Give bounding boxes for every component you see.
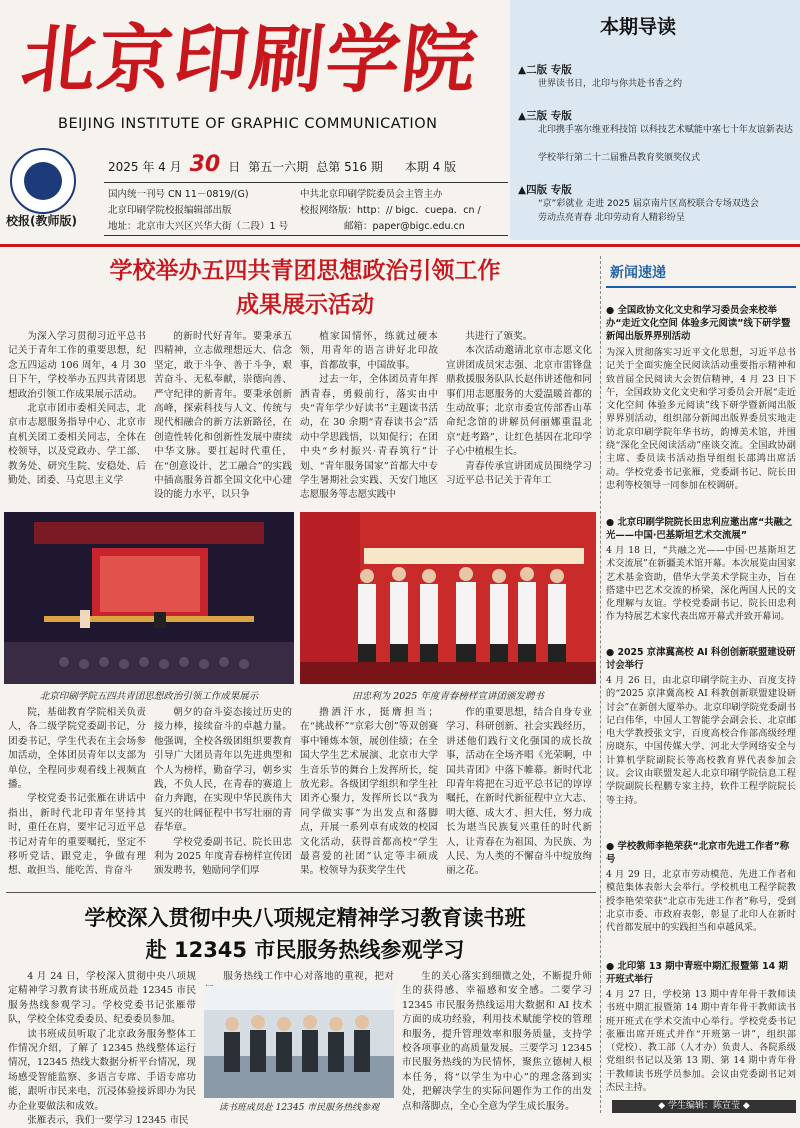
news-item-headline: ● 全国政协文化文史和学习委员会来校举办“走近文化空间 体验多元阅读”线下研学暨新闻出版界界别活动: [606, 305, 791, 342]
news-item-body: 为深入贯彻落实习近平文化思想，习近平总书记关于全面实施全民阅读活动重要指示精神和致首届全民阅读大会贺信精神，4 月 23 日下午，全国政协文化文史和学习委员会开展“走近文化空间 体验多元阅读”线下研学暨新闻出版界界别活动，组织部分新闻出版界委员实地走访北京印刷学院年华书坊，韵博美术馆，并围绕“深化全民阅读活动”座谈交流。全国政协副主席、委员读书活动指导组组长邵鸿出席活动。学校党委书记张雁，党委副书记、院长田忠利等校领导一同参加在校调研。: [606, 347, 796, 491]
paragraph: 过去一年，全体团员青年挥洒青春，勇毅前行，落实由中央“青年学少好读书”主题读书活动，在 30 余期“青春读书会”活动中学思践悟，以知促行；在团中央“乡村振兴·青春筑行”计划、“青年服务国家”首都大中专学生暑期社会实践、天安门地区志愿服务等志愿实践中: [300, 374, 438, 501]
news-item-headline: ● 北印第 13 期中青班中期汇报暨第 14 期开班式举行: [606, 961, 788, 985]
sponsor: 中共北京印刷学院委员会主管主办: [300, 189, 443, 200]
newspaper-logo: 北京印刷学院: [17, 17, 483, 103]
paragraph: 植家国情怀，练就过硬本领，用青年的语言讲好北印故事，首都故事，中国故事。: [300, 331, 438, 371]
photo1-caption: 北京印刷学院五四共青团思想政治引领工作成果展示: [39, 691, 259, 702]
article1-title-line2: 成果展示活动: [236, 292, 374, 318]
news-item-body: 4 月 29 日，北京市劳动模范、先进工作者和模范集体表彰大会举行。学校机电工程学院教授李艳荣荣获“北京市先进工作者”称号，受到北京市委、市政府表彰，彰显了北印人在新时代首都发展中的实践担当和卓越风采。: [606, 869, 796, 934]
article1-column-3: [300, 330, 438, 530]
address: 地址：北京市大兴区兴华大街（二段）1 号: [108, 221, 289, 232]
guide-section-3: ▲三版 专版: [518, 110, 572, 122]
student-editor: ◆ 学生编辑：陈宣莹 ◆: [612, 1100, 796, 1113]
article-divider: [6, 892, 596, 893]
news-item-body: 4 月 26 日，由北京印刷学院主办、百度支持的“2025 京津冀高校 AI 科教创新联盟建设研讨会”在新创大厦举办。北京印刷学院党委副书记白伟华，中国人工智能学会副会长、北京邮电大学教授张文宇，百度高校合作部高级经理房晓东，中国传媒大学、河北大学网络安全与计算机学院副院长等高校教育界代表参加会议。会议由联盟发起人北京印刷学院信息工程学院副院长程鹏专家主持，软件工程学院院长等主持。: [606, 675, 796, 806]
date-day: 30: [189, 152, 221, 177]
article2-headline: [10, 902, 600, 966]
photo-stage-event: [4, 512, 294, 684]
guide-item[interactable]: 北印携手塞尔维亚科技馆 以科技艺术赋能中塞七十年友谊新表达: [538, 125, 793, 135]
article2-column-1: [8, 970, 196, 1127]
paragraph: 朝夕的奋斗姿态接过历史的接力棒，接续奋斗的卓越力量。他强调，全校各级团组织要教育引导广大团员青年以先进典型和个人为榜样，勤奋学习，朝乡实践，不负人民，在青春的赛道上奋力奔跑，在实现中华民族伟大复兴的壮阔征程中书写壮丽的青春华章。: [154, 707, 292, 834]
website: 校报网络版：http：// bigc．cuepa．cn /: [300, 205, 481, 216]
article1-title-line1: 学校举办五四共青团思想政治引领工作: [109, 258, 501, 284]
article2-title-line1: 学校深入贯彻中央八项规定精神学习教育读书班: [84, 906, 526, 930]
photo3-caption: 读书班成员赴 12345 市民服务热线参观: [218, 1103, 380, 1113]
article1-column-2b: [154, 706, 292, 888]
paragraph: 撸洒汗水，挺膺担当；在“挑战杯”“京彩大创”等双创赛事中锤炼本领，展创佳绩；在全国大学生艺术展演、北京市大学生音乐节的舞台上发挥所长，绽放光彩。各级团学组织和学生社团齐心聚力，发挥所长以“我为同学做实事”为出发点和落脚点，开展一系列卓有成效的校园文化活动，获得首都高校“学生最喜爱的社团”认定等丰硕成果。校领导为获奖学生代: [300, 707, 438, 877]
page-count: 本期 4 版: [404, 160, 457, 174]
news-item-headline: ● 学校教师李艳荣获“北京市先进工作者”称号: [606, 841, 790, 865]
article1-column-3b: [300, 706, 438, 888]
guide-section-2: ▲二版 专版: [518, 64, 572, 76]
photo-award-ceremony: [300, 512, 596, 684]
paragraph: 的新时代好青年。要秉承五四精神，立志做理想远大、信念坚定，敢于斗争、善于斗争，艰苦奋斗、无私奉献，崇德向善、严守纪律的新青年。要秉承创新高峰，探索科技与人文、传统与现代相融合的新方法新路径，在创造性转化和创新性发展中赓续中华文脉。要扛起时代重任，在“创意设计、艺工融合”的实践中插高服务首都全国文化中心建设的能力水平，以只争: [154, 331, 292, 501]
editor-dept: 北京印刷学院校报编辑部出版: [108, 205, 232, 216]
paragraph: 青春传承宣讲团成员围绕学习习近平总书记关于青年工: [446, 460, 592, 487]
photo2-caption: 田忠利为 2025 年度青春榜样宣讲团颁发聘书: [352, 691, 544, 702]
article1-column-1b: [8, 706, 146, 888]
date-suffix: 日: [228, 160, 241, 174]
publication-info: [104, 182, 508, 236]
guide-title: 本期导读: [600, 16, 677, 38]
paragraph: 张雁表示，我们一要学习 12345 市民: [27, 1115, 189, 1127]
news-item-headline: ● 2025 京津冀高校 AI 科创创新联盟建设研讨会举行: [606, 647, 796, 671]
guide-item[interactable]: “京”彩就业 走进 2025 届京南片区高校联合专场双选会: [538, 199, 759, 209]
masthead-divider: [0, 244, 800, 247]
masthead: [0, 0, 508, 240]
issue-total: 总第 516 期: [316, 160, 383, 174]
paragraph: 服务热线工作中心对落地的重视，把对: [223, 971, 394, 982]
news-item-body: 4 月 27 日，学校第 13 期中青年骨干教师读书班中期汇报暨第 14 期中青年骨干教师读书班开班式在学术交流中心举行。学校党委书记张雁出席开班式并作“开班第一讲”，组织部（党校）、教工部（人才办）负责人、各院系级党组织书记以及第 13 期、第 14 期中青年骨干教师读书班学员参加。会议由党委副书记刘杰民主持。: [606, 989, 796, 1094]
paragraph: 作的重要思想，结合自身专业学习、科研创新、社会实践经历，讲述他们践行文化强国的成长故事，活动在全场齐唱《光荣啊，中国共青团》中落下帷幕。新时代北印青年将把在习近平总书记的谆谆嘱托，在新时代新征程中立大志、明大德、成大才、担大任，努力成长为堪当民族复兴重任的时代新人，让青春在为祖国、为民族、为人民、为人类的不懈奋斗中绽放绚丽之花。: [446, 707, 592, 877]
paragraph: 学校党委副书记、院长田忠利为 2025 年度青春榜样宣传团颁发聘书，勉励同学们厚: [154, 836, 292, 877]
guide-section-4: ▲四版 专版: [518, 184, 572, 196]
article1-column-2: [154, 330, 292, 530]
issue-number: 第五一六期: [248, 160, 309, 174]
paragraph: 为深入学习贯彻习近平总书记关于青年工作的重要思想，纪念五四运动 106 周年，4 月 30 日下午，学校举办五四共青团思想政治引领工作成果展示活动。: [8, 331, 146, 400]
cn-code: 国内统一刊号 CN 11－0819/(G): [108, 189, 249, 200]
email: 邮箱：paper@bigc.edu.cn: [344, 221, 465, 232]
paragraph: 4 月 24 日，学校深入贯彻中央八项规定精神学习教育读书班成员赴 12345 市民服务热线参观学习。学校党委书记张雁带队，学校全体党委委员、纪委委员参加。: [8, 971, 196, 1026]
article1-column-1: [8, 330, 146, 530]
article2-column-2: [204, 970, 394, 985]
edition-label: 校报(教师版): [6, 214, 77, 228]
paragraph: 院，基础教育学院相关负责人，各二级学院党委副书记，分团委书记，学生代表在主会场参加活动，全体团员青年以支部为单位，全程同步观看线上视频直播。: [8, 707, 146, 791]
paragraph: 学校党委书记张雁在讲话中指出，新时代北印青年坚持其时，重任在肩，要牢记习近平总书记对青年的重要嘱托，坚定不移听党话、跟党走，争做有理想、敢担当、能吃苦、肯奋斗: [8, 793, 146, 877]
article2-column-3: [402, 970, 592, 1113]
article1-headline: [20, 254, 590, 322]
article2-title-line2: 赴 12345 市民服务热线参观学习: [145, 938, 465, 962]
dateline: [108, 152, 508, 182]
paragraph: 北京市团市委相关同志，北京市志愿服务指导中心、北京市直机关团工委相关同志，全体在校领导，以及党政办、学工部、教务处、研究生院、安稳处、后勤处、团委、马克思主义学: [8, 403, 146, 487]
paragraph: 生的关心落实到细微之处，不断提升师生的获得感、幸福感和安全感。二要学习 12345 市民服务热线运用大数据和 AI 技术方面的成功经验，利用技术赋能学校的管理和服务，提升管理效率和服务质量，支持学校各项事业的高质量发展。三要学习 12345 市民服务热线的为民情怀，聚焦立德树人根本任务，将“以学生为中心”的理念落到实处，把解决学生的实际问题作为工作的出发点和落脚点，全心全意为学生成长服务。: [402, 971, 592, 1112]
article1-column-4b: [446, 706, 592, 888]
news-item-body: 4 月 18 日，“共融之光——中国·巴基斯坦艺术交流展”在新疆美术馆开幕。本次展览由国家艺术基金资助，借华大学美术学院主办，旨在搭建中巴艺术交流的桥梁，深化两国人民的文化理解与友谊。学校党委副书记、院长田忠利作为特展艺术家代表出席开幕式并致开幕词。: [606, 545, 796, 623]
date-prefix: 2025 年 4 月: [108, 160, 182, 174]
guide-item[interactable]: 世界读书日，北印与你共赴书香之约: [538, 79, 683, 89]
photo-hotline-visit: [204, 986, 394, 1098]
guide-item[interactable]: 学校举行第二十二届雅昌教育奖颁奖仪式: [538, 153, 701, 163]
article1-column-4: [446, 330, 592, 530]
news-item-headline: ● 北京印刷学院院长田忠利应邀出席“共融之光——中国·巴基斯坦艺术交流展”: [606, 517, 793, 541]
news-sidebar-rule: [606, 286, 796, 288]
paragraph: 读书班成员听取了北京政务服务整体工作情况介绍，了解了 12345 热线整体运行情况，12345 热线大数据分析平台情况，现场感受智能监察、多语言专席、手语专席功能，跟听市民来电，沉浸体验接诉即办为民办企业要做法和成效。: [8, 1028, 196, 1112]
university-seal-icon: [10, 148, 76, 214]
newspaper-english-title: BEIJING INSTITUTE OF GRAPHIC COMMUNICATION: [58, 116, 438, 132]
paragraph: 本次活动邀请北京市志愿文化宣讲团成员宋志强、北京市雷锋盘鼎救援服务队队长赵伟讲述他和同事们用志愿服务的大爱温暖首都的生动故事；北京市委宣传部香山革命纪念馆的讲解员何丽娜重温北京“赶考路”，让红色基因在北印学子心中植根生长。: [446, 345, 592, 458]
paragraph: 共进行了颁奖。: [465, 331, 533, 342]
news-sidebar-title: 新闻速递: [610, 265, 666, 281]
guide-item[interactable]: 劳动点亮青春 北印劳动育人精彩纷呈: [538, 213, 685, 223]
